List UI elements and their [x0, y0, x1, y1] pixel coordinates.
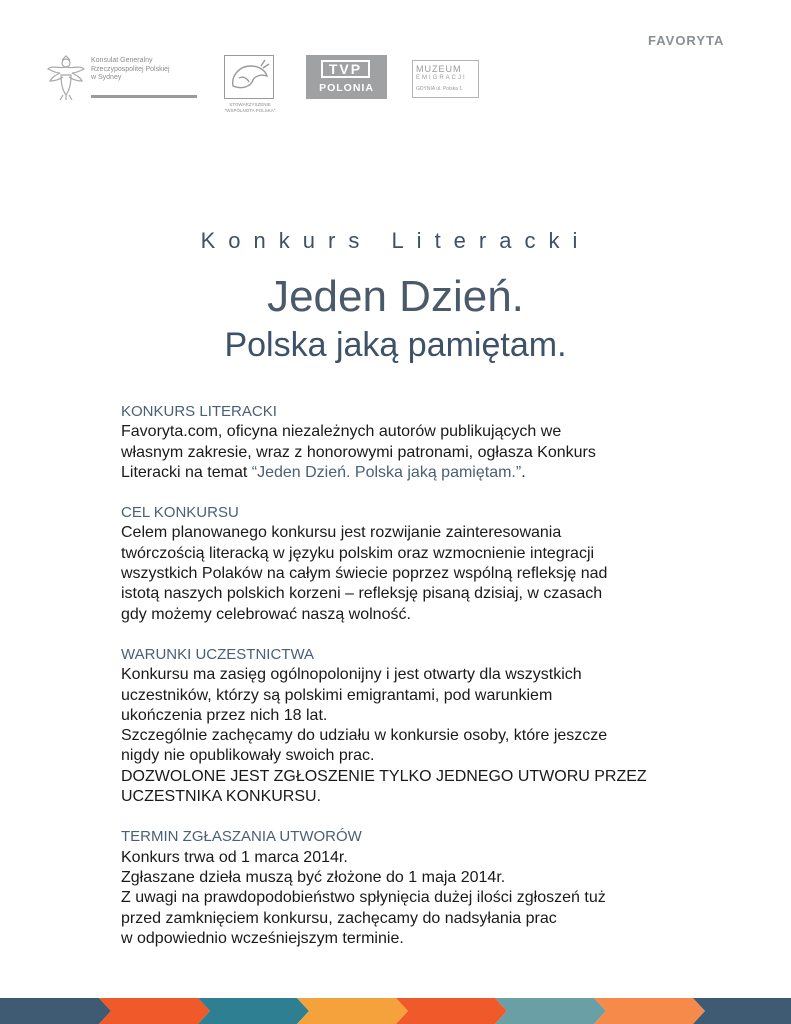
decorative-ribbon [0, 998, 791, 1024]
muzeum-line-1: MUZEUM [416, 64, 462, 74]
ribbon-segment [396, 998, 507, 1024]
body-line: twórczością literacką w języku polskim oraz wzmocnienie integracji [121, 544, 595, 562]
ribbon-segment [495, 998, 606, 1024]
consulate-logo [46, 55, 198, 101]
muzeum-line-3: GDYNIA ul. Polska 1 [416, 86, 463, 92]
body-line: nigdy nie opublikowały swoich prac. [121, 747, 375, 765]
tvp-polonia-logo [306, 55, 387, 99]
wspolnota-emblem [224, 55, 274, 99]
body-line: gdy możemy celebrować naszą wolność. [121, 605, 411, 623]
body-line: przed zamknięciem konkursu, zachęcamy do nadsyłania prac [121, 909, 557, 927]
body-line: UCZESTNIKA KONKURSU. [121, 788, 322, 806]
tvp-mark: TVP [321, 60, 370, 78]
body-line: uczestników, którzy są polskimi emigrantami, pod warunkiem [121, 686, 553, 704]
section-heading: KONKURS LITERACKI [121, 403, 277, 420]
consulate-line-3: w Sydney [91, 74, 122, 81]
ribbon-segment [594, 998, 705, 1024]
body-line: ukończenia przez nich 18 lat. [121, 706, 328, 724]
section-heading: CEL KONKURSU [121, 504, 239, 522]
wspolnota-polska-logo [224, 55, 276, 117]
body-line-prefix: Literacki na temat [121, 463, 252, 481]
body-line: wszystkich Polaków na całym świecie poprzez wspólną refleksję nad [121, 565, 608, 583]
section-warunki-uczestnictwa [121, 645, 681, 807]
consulate-line-1: Konsulat Generalny [91, 57, 153, 64]
section-cel-konkursu [121, 503, 681, 625]
muzeum-line-2: EMIGRACJI [416, 75, 467, 81]
page-title: Jeden Dzień. [267, 272, 524, 321]
section-heading: WARUNKI UCZESTNICTWA [121, 645, 315, 663]
body-line: Konkurs trwa od 1 marca 2014r. [121, 848, 348, 866]
muzeum-emigracji-logo [412, 60, 479, 98]
consulate-line-2: Rzeczypospolitej Polskiej [91, 65, 170, 73]
tvp-subtitle: POLONIA [319, 82, 374, 94]
consulate-underline [91, 95, 197, 98]
body-line: w odpowiednio wcześniejszym terminie. [121, 929, 404, 947]
ribbon-segment [693, 998, 791, 1024]
sponsor-logos [0, 0, 791, 130]
wspolnota-icon [225, 56, 273, 98]
body-line: Z uwagi na prawdopodobieństwo spłynięcia dużej ilości zgłoszeń tuż [121, 889, 606, 907]
contest-theme: “Jeden Dzień. Polska jaką pamiętam.” [251, 463, 522, 481]
ribbon-segment [297, 998, 408, 1024]
body-line: DOZWOLONE JEST ZGŁOSZENIE TYLKO JEDNEGO UTWORU PRZEZ [121, 767, 647, 785]
page-kicker: Konkurs Literacki [200, 228, 591, 253]
section-konkurs-literacki [121, 402, 681, 483]
wspolnota-line-1: STOWARZYSZENIE [229, 102, 271, 107]
body-line-suffix: . [521, 463, 526, 481]
ribbon-segment [99, 998, 210, 1024]
body-line: własnym zakresie, wraz z honorowymi patronami, ogłasza Konkurs [121, 443, 596, 461]
wspolnota-text [220, 102, 280, 114]
page-subtitle: Polska jaką pamiętam. [224, 326, 567, 364]
body-line: Celem planowanego konkursu jest rozwijanie zainteresowania [121, 524, 562, 542]
ribbon-segment [198, 998, 309, 1024]
favoryta-logo: FAVORYTA [648, 33, 725, 48]
document-body [121, 402, 681, 969]
body-line: istotą naszych polskich korzeni – refleksję pisaną dzisiaj, w czasach [121, 585, 603, 603]
section-heading: TERMIN ZGŁASZANIA UTWORÓW [121, 828, 362, 846]
polish-eagle-icon [46, 55, 86, 101]
body-line [121, 463, 681, 483]
consulate-text [91, 57, 170, 83]
wspolnota-line-2: "WSPÓLNOTA POLSKA" [224, 108, 276, 113]
body-line: Zgłaszane dzieła muszą być złożone do 1 maja 2014r. [121, 868, 506, 886]
ribbon-segment [0, 998, 111, 1024]
section-termin-zglaszania [121, 827, 681, 949]
body-line: Konkursu ma zasięg ogólnopolonijny i jest otwarty dla wszystkich [121, 666, 582, 684]
body-line: Favoryta.com, oficyna niezależnych autorów publikujących we [121, 423, 562, 441]
body-line: Szczególnie zachęcamy do udziału w konkursie osoby, które jeszcze [121, 727, 608, 745]
